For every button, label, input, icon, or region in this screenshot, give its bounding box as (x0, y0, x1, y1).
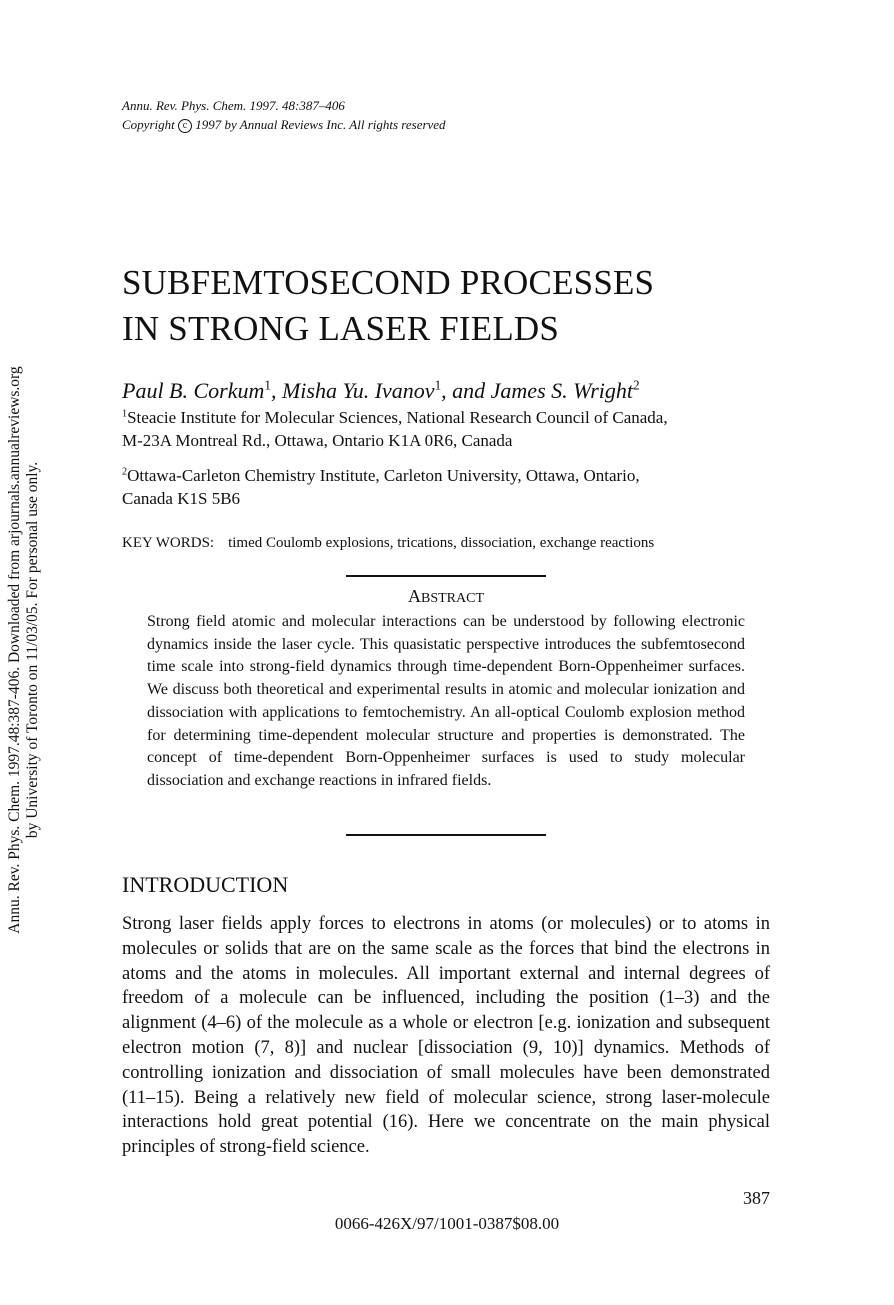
download-notice-line1: Annu. Rev. Phys. Chem. 1997.48:387-406. Downloaded from arjournals.annualreviews.org (6, 366, 23, 934)
title-line-2: IN STRONG LASER FIELDS (122, 309, 560, 348)
author-affil-mark: 2 (633, 377, 640, 393)
author-list: Paul B. Corkum$^1$, Misha Yu. Ivanov$^1$, and James S. Wright$^2$ (122, 377, 640, 403)
abstract-heading: ABSTRACT (407, 586, 484, 606)
affiliation-1: $^1$Steacie Institute for Molecular Sciences, National Research Council of Canada, M-23A Montreal Rd., Ottawa, Ontario K1A 0R6, Canada (122, 408, 668, 450)
keywords-text: timed Coulomb explosions, trications, dissociation, exchange reactions (228, 535, 655, 551)
journal-citation: Annu. Rev. Phys. Chem. 1997. 48:387–406 (122, 98, 345, 113)
affiliation-2: $^2$Ottawa-Carleton Chemistry Institute, Carleton University, Ottawa, Ontario, Canada K1S 5B6 (122, 466, 640, 508)
abstract-top-rule (346, 575, 546, 577)
copyright-line: Copyright c 1997 by Annual Reviews Inc. All rights reserved (122, 117, 446, 132)
copyright-icon: c (178, 119, 192, 133)
abstract-body: Strong field atomic and molecular interactions can be understood by following electronic dynamics inside the laser cycle. This quasistatic perspective introduces the subfemtosecond time scale into strong-field dynamics through time-dependent Born-Oppenheimer surfaces. We discuss both theoretical and experimental results in atomic and molecular ionization and dissociation with applications to femtochemistry. An all-optical Coulomb explosion method for determining time-dependent molecular structure and properties is demonstrated. The concept of time-dependent Born-Oppenheimer surfaces is used to study molecular dissociation and exchange reactions in infrared fields. (147, 613, 745, 789)
article-code: 0066-426X/97/1001-0387$08.00 (334, 1214, 560, 1233)
author-name: Paul B. Corkum (122, 378, 265, 403)
author-name: Misha Yu. Ivanov (281, 378, 435, 403)
page-number: 387 (743, 1188, 770, 1208)
author-affil-mark: 1 (264, 377, 271, 393)
title-line-1: SUBFEMTOSECOND PROCESSES (122, 263, 655, 302)
download-notice (6, 330, 42, 970)
download-sidebar (0, 0, 48, 1305)
abstract-bottom-rule (346, 834, 546, 836)
keywords (122, 533, 654, 553)
journal-header (122, 96, 446, 134)
keywords-label: KEY WORDS: (122, 535, 215, 551)
article-title (122, 260, 654, 352)
introduction-paragraph: Strong laser fields apply forces to electrons in atoms (or molecules) or to atoms in molecules or solids that are on the same scale as the forces that bind the electrons in atoms and the atoms in molecules. All important external and internal degrees of freedom of a molecule can be influenced, including the position (1–3) and the alignment (4–6) of the molecule as a whole or electron [e.g. ionization and subsequent electron motion (7, 8)] and nuclear [dissociation (9, 10)] dynamics. Methods of controlling ionization and dissociation of small molecules have been demonstrated (11–15). Being a relatively new field of molecular science, strong laser-molecule interactions hold great potential (16). Here we concentrate on the main physical principles of strong-field science. (122, 914, 770, 1158)
author-name: James S. Wright (490, 378, 634, 403)
section-heading-introduction: INTRODUCTION (122, 872, 289, 897)
author-affil-mark: 1 (434, 377, 442, 393)
download-notice-line2: by University of Toronto on 11/03/05. For personal use only. (24, 461, 41, 839)
